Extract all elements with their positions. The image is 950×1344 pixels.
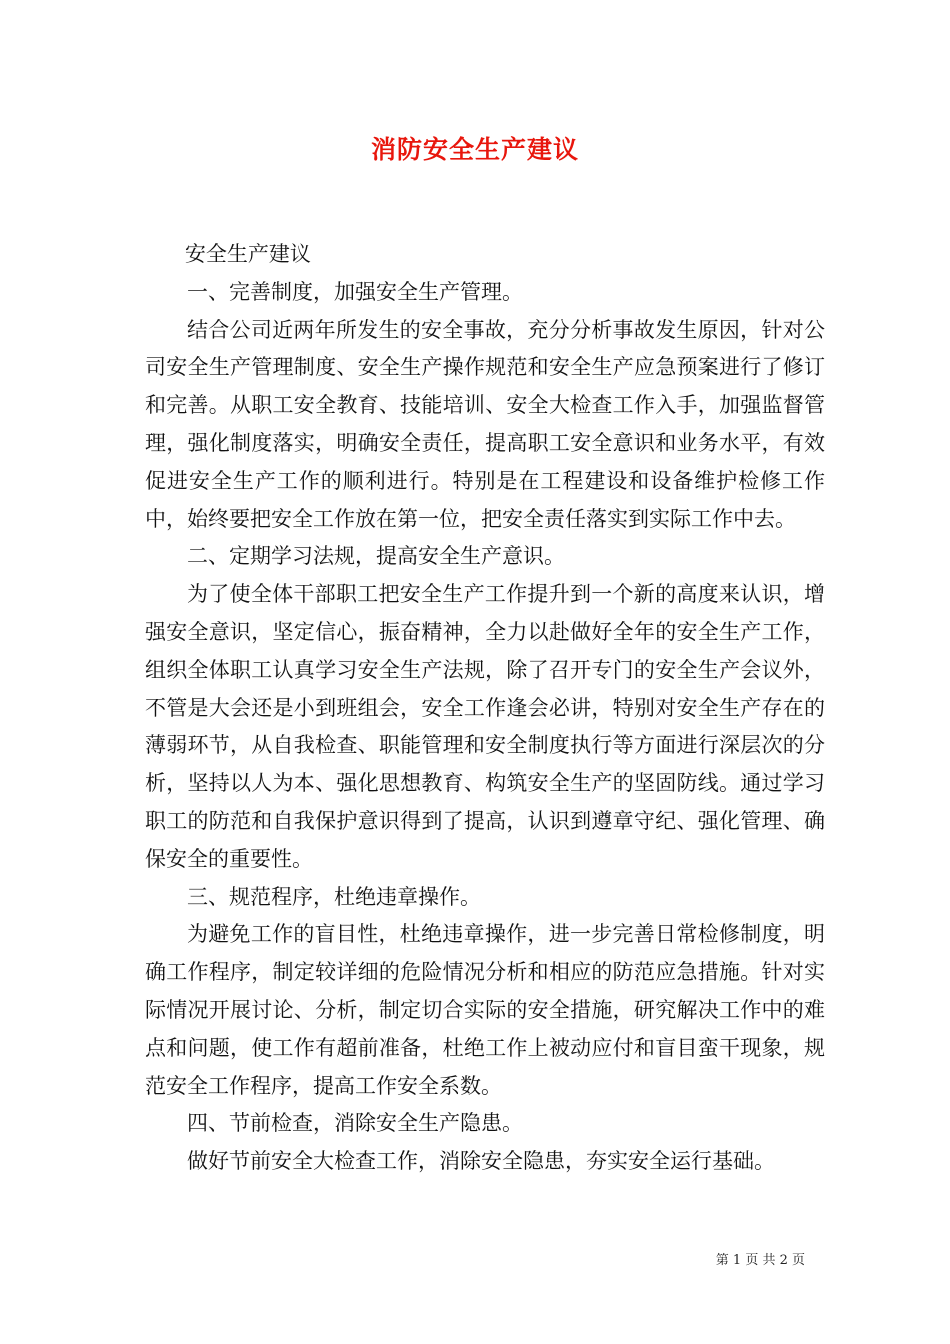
paragraph-3: 为避免工作的盲目性，杜绝违章操作，进一步完善日常检修制度，明确工作程序，制定较详细的危险情况分析和相应的防范应急措施。针对实际情况开展讨论、分析，制定切合实际的安全措施，研究解决工作中的难点和问题，使工作有超前准备，杜绝工作上被动应付和盲目蛮干现象，规范安全工作程序，提高工作安全系数。 (145, 922, 825, 1098)
paragraph-4: 做好节前安全大检查工作，消除安全隐患，夯实安全运行基础。 (187, 1149, 775, 1174)
paragraph-2: 为了使全体干部职工把安全生产工作提升到一个新的高度来认识，增强安全意识，坚定信心，振奋精神，全力以赴做好全年的安全生产工作，组织全体职工认真学习安全生产法规，除了召开专门的安全生产会议外，不管是大会还是小到班组会，安全工作逢会必讲，特别对安全生产存在的薄弱环节，从自我检查、职能管理和安全制度执行等方面进行深层次的分析，坚持以人为本、强化思想教育、构筑安全生产的坚固防线。通过学习职工的防范和自我保护意识得到了提高，认识到遵章守纪、强化管理、确保安全的重要性。 (145, 582, 825, 871)
document-title: 消防安全生产建议 (370, 135, 579, 164)
paragraph-1: 结合公司近两年所发生的安全事故，充分分析事故发生原因，针对公司安全生产管理制度、安全生产操作规范和安全生产应急预案进行了修订和完善。从职工安全教育、技能培训、安全大检查工作入手，加强监督管理，强化制度落实，明确安全责任，提高职工安全意识和业务水平，有效促进安全生产工作的顺利进行。特别是在工程建设和设备维护检修工作中，始终要把安全工作放在第一位，把安全责任落实到实际工作中去。 (145, 317, 825, 531)
heading-2: 二、定期学习法规，提高安全生产意识。 (187, 544, 565, 569)
heading-3: 三、规范程序，杜绝违章操作。 (187, 884, 481, 909)
heading-1: 一、完善制度，加强安全生产管理。 (187, 279, 523, 304)
section-label: 安全生产建议 (184, 242, 311, 266)
page-number: 第 1 页 共 2 页 (715, 1253, 805, 1268)
heading-4: 四、节前检查，消除安全生产隐患。 (187, 1111, 523, 1136)
document-body (145, 236, 825, 1181)
